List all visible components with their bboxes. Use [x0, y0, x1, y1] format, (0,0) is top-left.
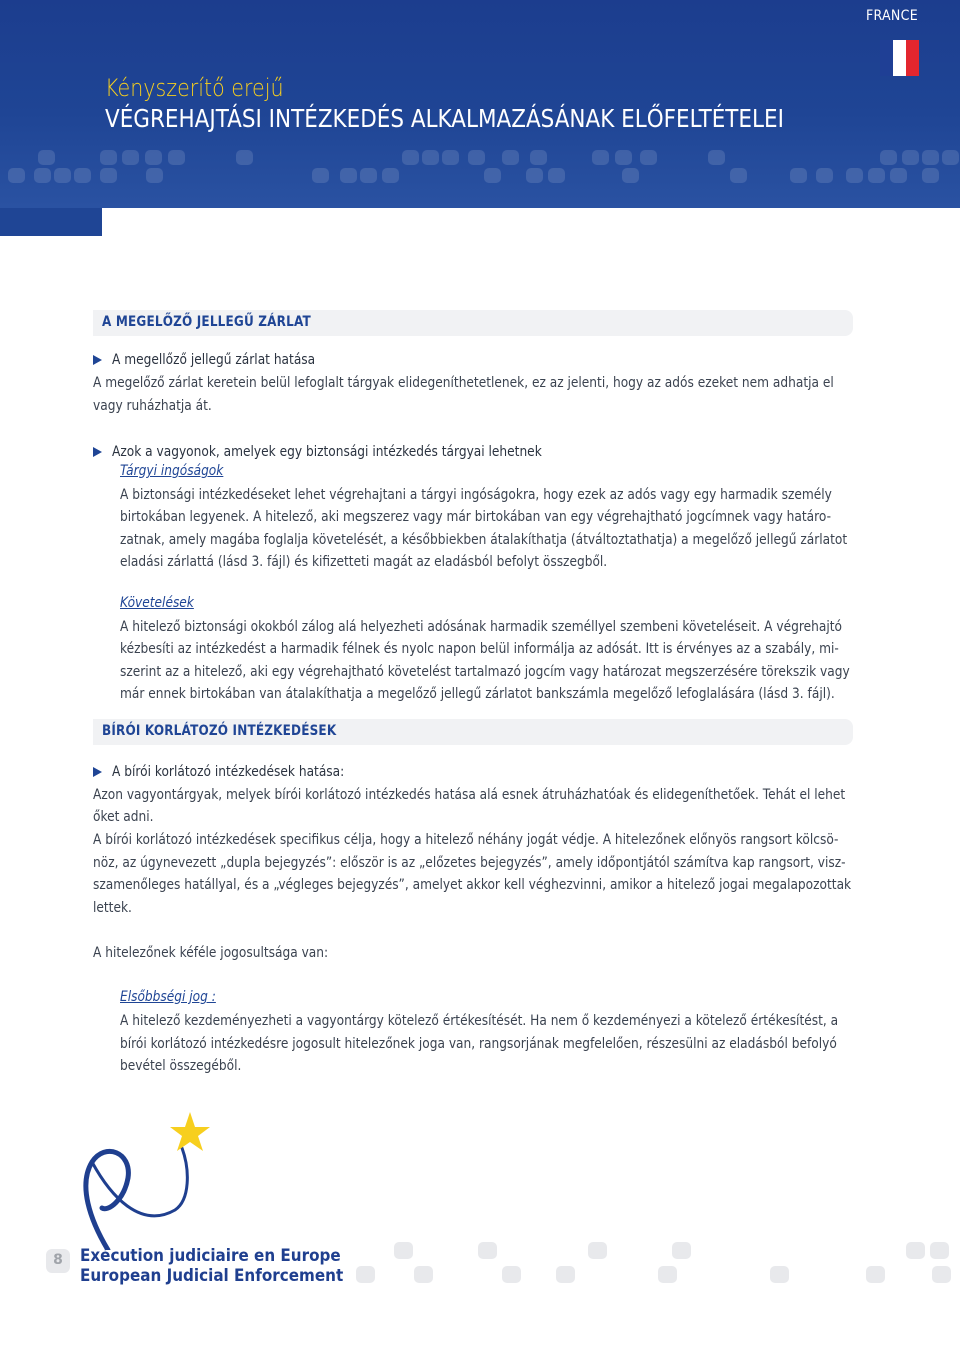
decorative-dot	[548, 168, 565, 183]
decorative-dot	[906, 1242, 925, 1259]
paragraph-line: eladási zárlattá (lásd 3. fájl) és kifizetteti magát az eladásból befolyt összegből.	[120, 554, 608, 570]
decorative-dot	[74, 168, 91, 183]
footer-brand-line1: Exécution judiciaire en Europe	[80, 1246, 341, 1265]
decorative-dot	[902, 150, 919, 165]
decorative-dot	[236, 150, 253, 165]
decorative-dot	[730, 168, 747, 183]
section-heading-text: BÍRÓI KORLÁTOZÓ INTÉZKEDÉSEK	[102, 723, 337, 739]
paragraph-line: bevétel összegéből.	[120, 1058, 242, 1074]
decorative-dot	[622, 168, 639, 183]
flag-stripe-blue	[880, 40, 893, 76]
page-title-line2: VÉGREHAJTÁSI INTÉZKEDÉS ALKALMAZÁSÁNAK ELŐFELTÉTELEI	[105, 104, 784, 133]
decorative-dot	[442, 150, 459, 165]
paragraph-line: vagy ruházhatja át.	[93, 398, 212, 414]
flag-stripe-red	[906, 40, 919, 76]
bullet-title: A megellőző jellegű zárlat hatása	[112, 352, 316, 368]
decorative-dot	[868, 168, 885, 183]
paragraph-line: őket adni.	[93, 809, 154, 825]
section-heading-precautionary-seizure	[93, 310, 853, 336]
subheading-claims: Követelések	[120, 595, 194, 611]
banner-dot-pattern	[0, 148, 960, 188]
paragraph-line: birtokában legyenek. A hitelező, aki megszerez vagy már birtokában van egy végrehajtható jogcímnek vagy határo-	[120, 509, 832, 525]
decorative-dot	[145, 150, 162, 165]
decorative-dot	[890, 168, 907, 183]
decorative-dot	[394, 1242, 413, 1259]
paragraph-line: már ennek birtokában van átalakíthatja a megelőző jellegű zárlatot bankszámla megelőző lefoglalására (lásd 3. fájl).	[120, 686, 835, 702]
decorative-dot	[942, 150, 959, 165]
paragraph-line: szamenőleges hatállyal, és a „végleges bejegyzés”, amelyet akkor kell véghezvinni, amikor a hitelező jogai megalapozottak	[93, 877, 852, 893]
paragraph-line: A hitelező biztonsági okokból zálog alá helyezheti adósának harmadik személlyel szembeni követeléseit. A végrehajtó	[120, 619, 842, 635]
decorative-dot	[414, 1266, 433, 1283]
paragraph-line: bírói korlátozó intézkedésre jogosult hitelezőnek joga van, rangsorjának megfelelően, részesülni az eladásból befolyó	[120, 1036, 837, 1052]
paragraph-line: A bírói korlátozó intézkedések specifikus célja, hogy a hitelező néhány jogát védje. A hitelezőnek előnyös rangsort kölcsö-	[93, 832, 839, 848]
section-heading-judicial-measures	[93, 719, 853, 745]
decorative-dot	[816, 168, 833, 183]
decorative-dot	[402, 150, 419, 165]
paragraph-line: szerint az a hitelező, aki egy végrehajtható követelést tartalmazó jogcím vagy határozat megszerzésére törekszik vagy	[120, 664, 850, 680]
paragraph-line: nöz, az úgynevezett „dupla bejegyzés”: először is az „előzetes bejegyzés”, amely időpontjától számítva kap rangsort, visz-	[93, 855, 846, 871]
decorative-dot	[340, 168, 357, 183]
decorative-dot	[382, 168, 399, 183]
subheading-priority-right: Elsőbbségi jog :	[120, 989, 216, 1005]
paragraph-line: A megelőző zárlat keretein belül lefoglalt tárgyak elidegeníthetetlenek, ez az jelenti, hogy az adós ezeket nem adhatja el	[93, 375, 834, 391]
paragraph-line: zatnak, amely magába foglalja követelését, a későbbiekben átalakíthatja (átváltoztathatja) a megelőző jellegű zárlatot	[120, 532, 848, 548]
decorative-dot	[530, 150, 547, 165]
decorative-dot	[790, 168, 807, 183]
country-label: FRANCE	[865, 8, 918, 24]
paragraph-line: kézbesíti az intézkedést a harmadik félnek és nyolc napon belül informálja az adósát. Itt is érvényes az a szabály, mi-	[120, 641, 839, 657]
section-heading-text: A MEGELŐZŐ JELLEGŰ ZÁRLAT	[102, 314, 311, 330]
decorative-dot	[922, 168, 939, 183]
decorative-dot	[922, 150, 939, 165]
decorative-dot	[770, 1266, 789, 1283]
decorative-dot	[588, 1242, 607, 1259]
decorative-dot	[356, 1266, 375, 1283]
decorative-dot	[880, 150, 897, 165]
bullet-arrow-icon	[93, 767, 102, 777]
bullet-arrow-icon	[93, 447, 102, 457]
decorative-dot	[932, 1266, 951, 1283]
decorative-dot	[556, 1266, 575, 1283]
decorative-dot	[846, 168, 863, 183]
decorative-dot	[478, 1242, 497, 1259]
decorative-dot	[658, 1266, 677, 1283]
decorative-dot	[54, 168, 71, 183]
decorative-dot	[484, 168, 501, 183]
decorative-dot	[360, 168, 377, 183]
header-banner	[0, 0, 960, 208]
bullet-arrow-icon	[93, 355, 102, 365]
decorative-dot	[468, 150, 485, 165]
decorative-dot	[100, 168, 117, 183]
page-title-line1: Kényszerítő erejű	[105, 74, 284, 102]
decorative-dot	[615, 150, 632, 165]
subheading-tangible-movables: Tárgyi ingóságok	[120, 463, 224, 479]
decorative-dot	[708, 150, 725, 165]
decorative-dot	[526, 168, 543, 183]
paragraph-line: A hitelező kezdeményezheti a vagyontárgy kötelező értékesítését. Ha nem ő kezdeményezi a kötelező értékesítést, a	[120, 1013, 839, 1029]
decorative-dot	[502, 1266, 521, 1283]
paragraph-line: A hitelezőnek kéféle jogosultsága van:	[93, 945, 329, 961]
decorative-dot	[502, 150, 519, 165]
decorative-dot	[930, 1242, 949, 1259]
ejustice-logo-icon	[70, 1100, 230, 1250]
decorative-dot	[422, 150, 439, 165]
decorative-dot	[8, 168, 25, 183]
decorative-dot	[100, 150, 117, 165]
france-flag-icon	[880, 40, 919, 76]
decorative-dot	[672, 1242, 691, 1259]
decorative-dot	[146, 168, 163, 183]
footer-brand-line2: European Judicial Enforcement	[80, 1266, 344, 1285]
paragraph-line: Azon vagyontárgyak, melyek bírói korlátozó intézkedés hatása alá esnek átruházhatóak és elidegeníthetőek. Tehát el lehet	[93, 787, 846, 803]
decorative-dot	[38, 150, 55, 165]
paragraph-line: lettek.	[93, 900, 132, 916]
decorative-dot	[34, 168, 51, 183]
bullet-title: A bírói korlátozó intézkedések hatása:	[112, 764, 345, 780]
decorative-dot	[640, 150, 657, 165]
banner-tab	[0, 208, 102, 236]
decorative-dot	[866, 1266, 885, 1283]
paragraph-line: A biztonsági intézkedéseket lehet végrehajtani a tárgyi ingóságokra, hogy ezek az adós vagy egy harmadik személy	[120, 487, 832, 503]
decorative-dot	[312, 168, 329, 183]
bullet-title: Azok a vagyonok, amelyek egy biztonsági intézkedés tárgyai lehetnek	[112, 444, 542, 460]
decorative-dot	[122, 150, 139, 165]
page-number: 8	[53, 1252, 63, 1268]
decorative-dot	[592, 150, 609, 165]
flag-stripe-white	[893, 40, 906, 76]
decorative-dot	[168, 150, 185, 165]
